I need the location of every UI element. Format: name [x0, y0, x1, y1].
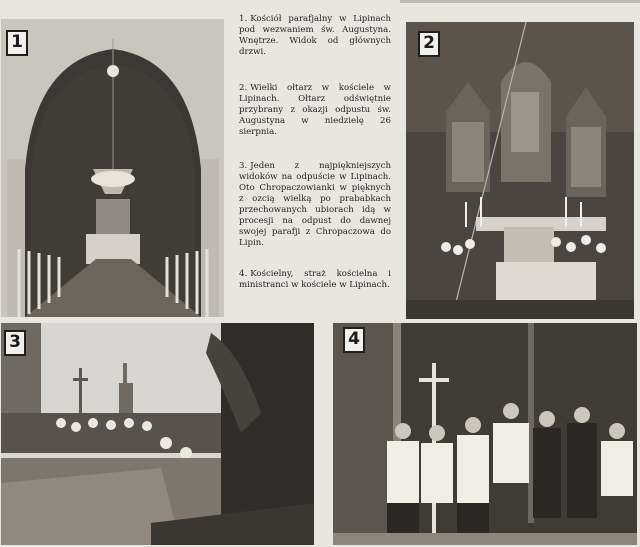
- caption-number: 2.: [239, 83, 248, 93]
- photo-main-altar: [406, 22, 634, 319]
- caption-3: [239, 161, 391, 249]
- caption-4: [239, 269, 391, 291]
- caption-number: 4.: [239, 269, 248, 279]
- caption-text: Wielki ołtarz w kościele w Lipinach. Ołtarz odświętnie przybrany z okazji odpustu św. Augustyna w niedzielę 26 sierpnia.: [239, 83, 391, 137]
- photo-number-badge-2: 2: [418, 31, 440, 57]
- photo-number-badge-1: 1: [6, 30, 28, 56]
- photo-church-interior: [1, 19, 224, 317]
- photo-number-badge-4: 4: [343, 327, 365, 353]
- church-interior-illustration: [1, 19, 224, 317]
- caption-number: 1.: [239, 14, 248, 24]
- page-edge-line: [400, 0, 640, 3]
- caption-1: [239, 14, 391, 58]
- caption-number: 3.: [239, 161, 248, 171]
- main-altar-illustration: [406, 22, 634, 319]
- photo-procession: [1, 323, 314, 545]
- caption-text: Kościelny, straż kościelna i ministranci w kościele w Lipinach.: [239, 269, 391, 290]
- caption-2: [239, 83, 391, 138]
- caption-text: Kościół parafjalny w Lipinach pod wezwaniem św. Augustyna. Wnętrze. Widok od głównych drzwi.: [239, 14, 391, 57]
- photo-number-badge-3: 3: [4, 330, 26, 356]
- caption-text: Jeden z najpiękniejszych widoków na odpuście w Lipinach. Oto Chropaczowianki w pięknych z ozcią wielką po prababkach przechowanych ubiorach idą w procesji na odpust do dawnej swojej parafji z Chropaczowa do Lipin.: [239, 161, 391, 248]
- photo-church-staff: [333, 323, 637, 545]
- procession-illustration: [1, 323, 314, 545]
- church-staff-illustration: [333, 323, 637, 545]
